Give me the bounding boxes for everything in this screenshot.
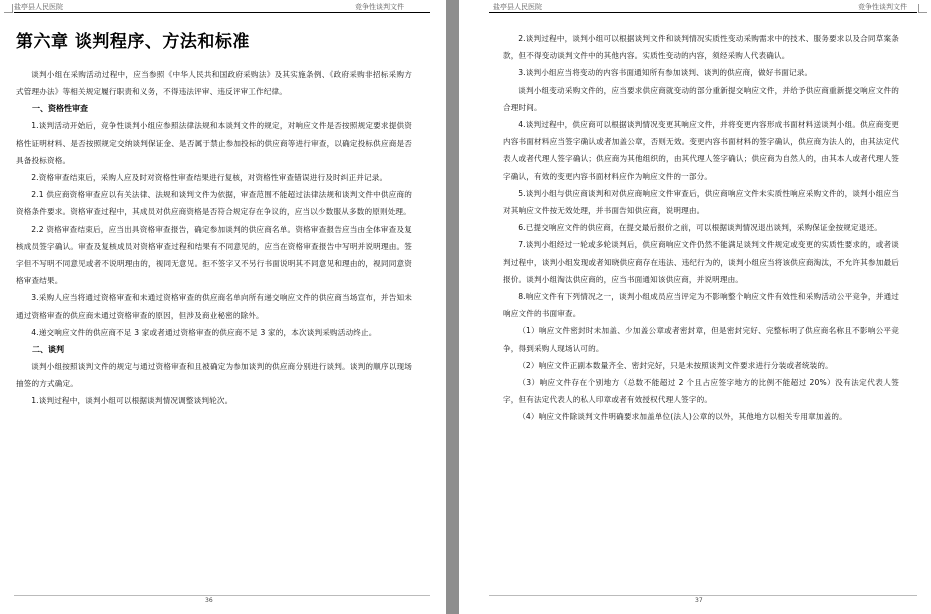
crop-mark-icon (4, 4, 13, 13)
paragraph: 谈判小组按照谈判文件的规定与通过资格审查和且被确定为参加谈判的供应商分别进行谈判。谈判的顺序以现场抽签的方式确定。 (16, 362, 412, 389)
header-rule (489, 12, 917, 13)
intro-paragraph: 谈判小组在采购活动过程中，应当参照《中华人民共和国政府采购法》及其实施条例、《政府采购非招标采购方式管理办法》等相关规定履行职责和义务，不得违法评审、违反评审工作纪律。 (16, 70, 412, 97)
footer-rule (14, 595, 430, 596)
paragraph: 8.响应文件有下列情况之一，谈判小组成员应当评定为不影响整个响应文件有效性和采购活动公平竞争，并通过响应文件的书面审查。 (503, 292, 899, 319)
page-body (16, 30, 412, 410)
header-rule (14, 12, 430, 13)
list-item: （3）响应文件存在个别地方（总数不能超过 2 个且占应签字地方的比例不能超过 20%）没有法定代表人签字，但有法定代表人的私人印章或者有效授权代理人签字的。 (503, 378, 899, 405)
header-left-text: 盐亭县人民医院 (493, 3, 542, 11)
paragraph: 3.谈判小组应当将变动的内容书面通知所有参加谈判、谈判的供应商，做好书面记录。 (518, 68, 813, 78)
paragraph: 4.谈判过程中，供应商可以根据谈判情况变更其响应文件，并将变更内容形成书面材料送谈判小组。供应商变更内容书面材料应当签字确认或者加盖公章，否则无效。变更内容书面材料的签字确认，供应商为法人的，由其法定代表人或者代理人签字确认；供应商为其他组织的，由其代理人签字确认；供应商为自然人的，由其本人或者代理人签字确认，有效的变更内容书面材料应作为响应文件的一部分。 (503, 120, 899, 181)
paragraph: 1.谈判过程中，谈判小组可以根据谈判情况调整谈判轮次。 (31, 396, 233, 406)
document-page-right (459, 0, 931, 614)
header-left-text: 盐亭县人民医院 (14, 3, 63, 11)
section-heading: 二、谈判 (32, 345, 64, 355)
list-item: （1）响应文件密封时未加盖、少加盖公章或者密封章，但是密封完好、完整标明了供应商名称且不影响公平竞争，得到采购人现场认可的。 (503, 326, 899, 353)
document-page-left (0, 0, 446, 614)
paragraph: 1.谈判活动开始后，竞争性谈判小组应参照法律法规和本谈判文件的规定，对响应文件是否按照规定要求提供资格性证明材料、是否按照规定交纳谈判保证金、是否属于禁止参加投标的供应商等进行审查，以确定投标供应商是否具备投标资格。 (16, 121, 412, 165)
list-item: （4）响应文件除谈判文件明确要求加盖单位(法人)公章的以外，其他地方以相关专用章加盖的。 (518, 412, 847, 422)
paragraph: 6.已提交响应文件的供应商，在提交最后报价之前，可以根据谈判情况退出谈判，采购保证金按规定退还。 (518, 223, 882, 233)
footer-rule (489, 595, 917, 596)
paragraph: 2.1 供应商资格审查应以有关法律、法规和谈判文件为依据，审查范围不能超过法律法规和谈判文件中供应商的资格条件要求。资格审查过程中，其成员对供应商资格是否符合规定存在争议的，应当以少数服从多数的原则处理。 (16, 190, 412, 217)
crop-mark-icon (918, 4, 927, 13)
header-right-text: 竞争性谈判文件 (355, 3, 404, 11)
paragraph: 2.2 资格审查结束后，应当出具资格审查报告，确定参加谈判的供应商名单。资格审查报告应当由全体审查及复核成员签字确认。审查及复核成员对资格审查过程和结果有不同意见的，应当在资格审查报告中写明并说明理由。签字但不写明不同意见或者不说明理由的，视同无意见。拒不签字又不另行书面说明其不同意见和理由的，视同同意资格审查结果。 (16, 224, 412, 286)
paragraph: 2.谈判过程中，谈判小组可以根据谈判文件和谈判情况实质性变动采购需求中的技术、服务要求以及合同草案条款，但不得变动谈判文件中的其他内容。实质性变动的内容，须经采购人代表确认。 (503, 34, 899, 61)
paragraph: 5.谈判小组与供应商谈判和对供应商响应文件审查后，供应商响应文件未实质性响应采购文件的，谈判小组应当对其响应文件按无效处理，并书面告知供应商，说明理由。 (503, 188, 899, 216)
page-gutter (446, 0, 459, 614)
paragraph: 3.采购人应当将通过资格审查和未通过资格审查的供应商名单向所有递交响应文件的供应商当场宣布，并告知未通过资格审查的供应商未通过资格审查的原因，但涉及商业秘密的除外。 (16, 293, 412, 320)
section-heading: 一、资格性审查 (32, 104, 88, 114)
header-right-text: 竞争性谈判文件 (858, 3, 907, 11)
list-item: （2）响应文件正副本数量齐全、密封完好，只是未按照谈判文件要求进行分装或者统装的。 (518, 360, 833, 370)
paragraph: 4.递交响应文件的供应商不足 3 家或者通过资格审查的供应商不足 3 家的，本次谈判采购活动终止。 (31, 327, 377, 337)
chapter-title: 第六章 谈判程序、方法和标准 (16, 32, 250, 52)
paragraph: 2.资格审查结束后，采购人应及时对资格性审查结果进行复核，对资格性审查错误进行及时纠正并记录。 (31, 173, 388, 183)
page-number: 36 (205, 597, 213, 604)
paragraph: 谈判小组变动采购文件的，应当要求供应商就变动的部分重新提交响应文件，并给予供应商重新提交响应文件的合理时间。 (503, 85, 899, 112)
paragraph: 7.谈判小组经过一轮或多轮谈判后，供应商响应文件仍然不能满足谈判文件规定或变更的实质性要求的，或者谈判过程中，谈判小组发现或者知晓供应商存在违法、违纪行为的，谈判小组应当将该供应商淘汰，不允许其参加最后报价。谈判小组淘汰供应商的，应当书面通知该供应商，并说明理由。 (503, 240, 899, 284)
page-body (503, 30, 899, 426)
page-number: 37 (695, 597, 703, 604)
